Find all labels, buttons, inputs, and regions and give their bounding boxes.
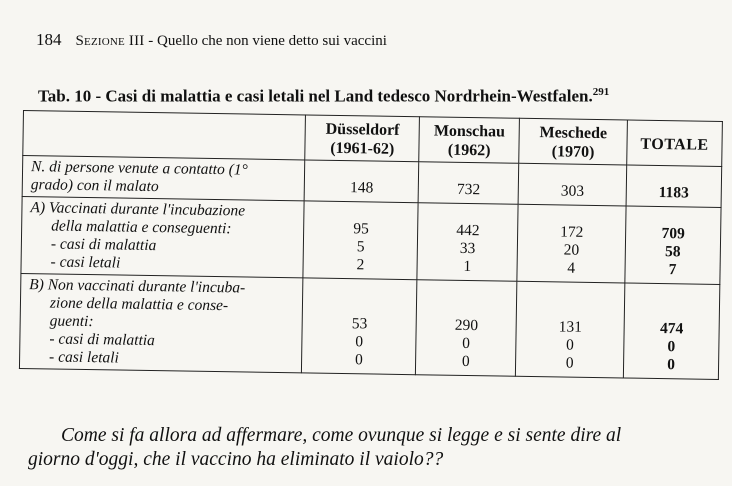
column-header-totale: TOTALE [627, 120, 723, 166]
row-description: B) Non vaccinati durante l'incuba- zione della malattia e conse- guenti: - casi di malattia - casi letali [19, 273, 303, 372]
table-row [21, 196, 721, 284]
table-caption-text: Tab. 10 - Casi di malattia e casi letali nel Land tedesco Nordrhein-Westfalen. [38, 86, 593, 106]
row-description: A) Vaccinati durante l'incubazione della malattia e conseguenti: - casi di malattia - casi letali [21, 196, 305, 277]
cell-dusseldorf: 53 0 0 [302, 278, 417, 375]
column-header-meschede: Meschede (1970) [519, 118, 628, 165]
row-description: N. di persone venute a contatto (1° grado) con il malato [22, 156, 305, 201]
cell-monschau: 732 [418, 162, 519, 205]
footnote-ref: 291 [592, 86, 610, 98]
cell-totale: 474 0 0 [623, 283, 719, 379]
section-label: Sezione III [75, 33, 145, 49]
section-title: - Quello che non viene detto sui vaccini [148, 33, 387, 49]
data-table [19, 110, 723, 380]
cell-dusseldorf: 95 5 2 [303, 201, 418, 280]
column-header-dusseldorf: Düsseldorf (1961-62) [305, 115, 420, 162]
column-header-monschau: Monschau (1962) [419, 117, 520, 164]
table-row [19, 273, 719, 379]
page-number: 184 [36, 30, 62, 49]
page-header [36, 30, 387, 50]
cell-meschede: 303 [518, 163, 626, 206]
cell-monschau: 290 0 0 [416, 280, 517, 377]
cell-meschede: 131 0 0 [516, 281, 625, 378]
body-paragraph [28, 424, 728, 472]
cell-totale: 709 58 7 [625, 206, 721, 284]
header-empty-cell [23, 111, 306, 160]
body-line-2: giorno d'oggi, che il vaccino ha eliminato il vaiolo?? [28, 449, 444, 470]
cell-meschede: 172 20 4 [517, 204, 626, 283]
cell-monschau: 442 33 1 [417, 203, 518, 282]
section-heading [76, 33, 387, 50]
cell-totale: 1183 [626, 165, 722, 207]
body-line-1: Come si fa allora ad affermare, come ovunque si legge e si sente dire al [61, 425, 622, 446]
cell-dusseldorf: 148 [305, 160, 420, 203]
table-caption [38, 86, 609, 107]
